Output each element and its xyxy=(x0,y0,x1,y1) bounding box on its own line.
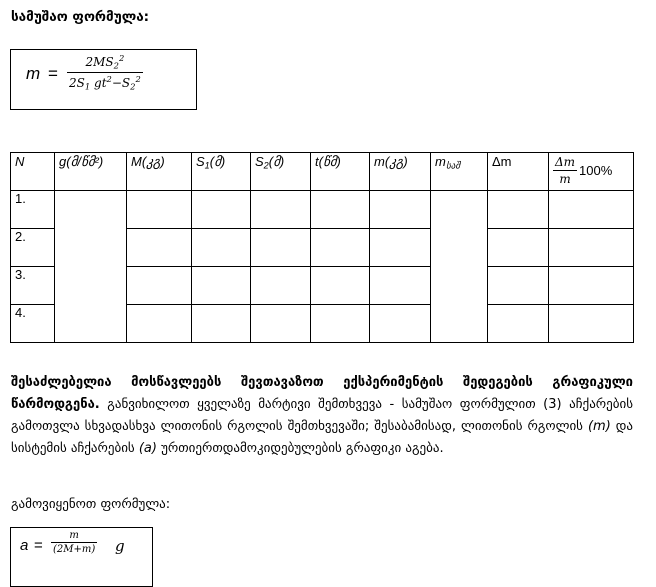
table-cell xyxy=(370,229,431,267)
paragraph-text-1: განვიხილოთ ყველაზე მარტივი შემთხვევა - სამუშაო ფორმულით (3) აჩქარების გამოთვლა სხვადასხვა ლითონის რგოლის შემთხვევაში; შესაბამისად, ლითონის რგოლის xyxy=(11,397,633,434)
working-formula-heading: სამუშაო ფორმულა: xyxy=(11,9,150,25)
cell-g-merged xyxy=(55,191,127,343)
table-cell xyxy=(251,267,311,305)
table-cell xyxy=(127,191,192,229)
header-m-avg: $m_{საშ}$ xyxy=(431,153,488,191)
fraction-numerator: $2MS_2^2$ xyxy=(85,53,125,71)
table-cell xyxy=(311,229,370,267)
row-number: 1. xyxy=(11,191,55,229)
table-cell xyxy=(549,229,634,267)
acceleration-formula-box xyxy=(10,527,153,587)
row-number: 3. xyxy=(11,267,55,305)
table-cell xyxy=(311,267,370,305)
header-delta-m: Δm xyxy=(488,153,549,191)
table-cell xyxy=(549,305,634,343)
table-cell xyxy=(192,191,251,229)
table-cell xyxy=(549,267,634,305)
header-n: N xyxy=(11,153,55,191)
table-cell xyxy=(192,305,251,343)
table-cell xyxy=(311,191,370,229)
paragraph-bold-lead: შესაძლებელია მოსწავლეებს შევთავაზოთ ექსპერიმენტის შედეგების გრაფიკული წარმოდგენა. xyxy=(11,375,633,412)
paragraph-a-var: (a) xyxy=(138,441,157,456)
table-cell xyxy=(127,229,192,267)
table-cell xyxy=(251,229,311,267)
table-cell xyxy=(488,305,549,343)
formula-equals: = xyxy=(48,64,58,83)
header-g: g(მ/წმ²) xyxy=(55,153,127,191)
mass-formula-box xyxy=(10,49,197,110)
ratio-fraction: $\frac{\Delta m}{m}$ xyxy=(555,155,576,186)
row-number: 2. xyxy=(11,229,55,267)
header-m: m(კგ) xyxy=(370,153,431,191)
table-cell xyxy=(311,305,370,343)
header-s1: $S_1(მ)$ xyxy=(192,153,251,191)
acceleration-fraction xyxy=(51,530,97,555)
table-header-row xyxy=(11,153,634,191)
fraction2-denominator: (2M+m) xyxy=(53,544,96,555)
use-formula-label: გამოვიყენოთ ფორმულა: xyxy=(11,497,171,512)
table-cell xyxy=(370,191,431,229)
table-cell xyxy=(127,305,192,343)
table-cell xyxy=(488,267,549,305)
header-t: t(წმ) xyxy=(311,153,370,191)
cell-m-avg-merged xyxy=(431,191,488,343)
mass-fraction xyxy=(67,53,143,91)
table-cell xyxy=(251,305,311,343)
table-cell xyxy=(370,305,431,343)
table-cell xyxy=(127,267,192,305)
table-cell xyxy=(488,229,549,267)
measurement-table xyxy=(10,152,634,343)
table-cell xyxy=(488,191,549,229)
row-number: 4. xyxy=(11,305,55,343)
table-row xyxy=(11,191,634,229)
fraction2-numerator: m xyxy=(69,530,79,541)
paragraph-m-var: (m) xyxy=(587,419,611,434)
table-cell xyxy=(192,229,251,267)
header-relative-error: $\frac{\Delta m}{m}$ 100% xyxy=(549,153,634,191)
table-cell xyxy=(192,267,251,305)
formula2-equals: = xyxy=(34,537,43,554)
table-cell xyxy=(251,191,311,229)
table-cell xyxy=(370,267,431,305)
table-cell xyxy=(549,191,634,229)
header-s2: $S_2(მ)$ xyxy=(251,153,311,191)
formula-lhs: m xyxy=(26,64,41,83)
paragraph-text-2: და სისტემის აჩქარების xyxy=(11,419,633,456)
fraction-denominator: $2S_1$ $gt^2-S_2^2$ xyxy=(69,73,141,92)
formula2-g: g xyxy=(115,537,125,555)
body-paragraph xyxy=(11,372,633,460)
paragraph-text-3: ურთიერთდამოკიდებულების გრაფიკი აგება. xyxy=(156,441,444,456)
header-M: M(კგ) xyxy=(127,153,192,191)
formula2-lhs: a xyxy=(20,537,29,554)
